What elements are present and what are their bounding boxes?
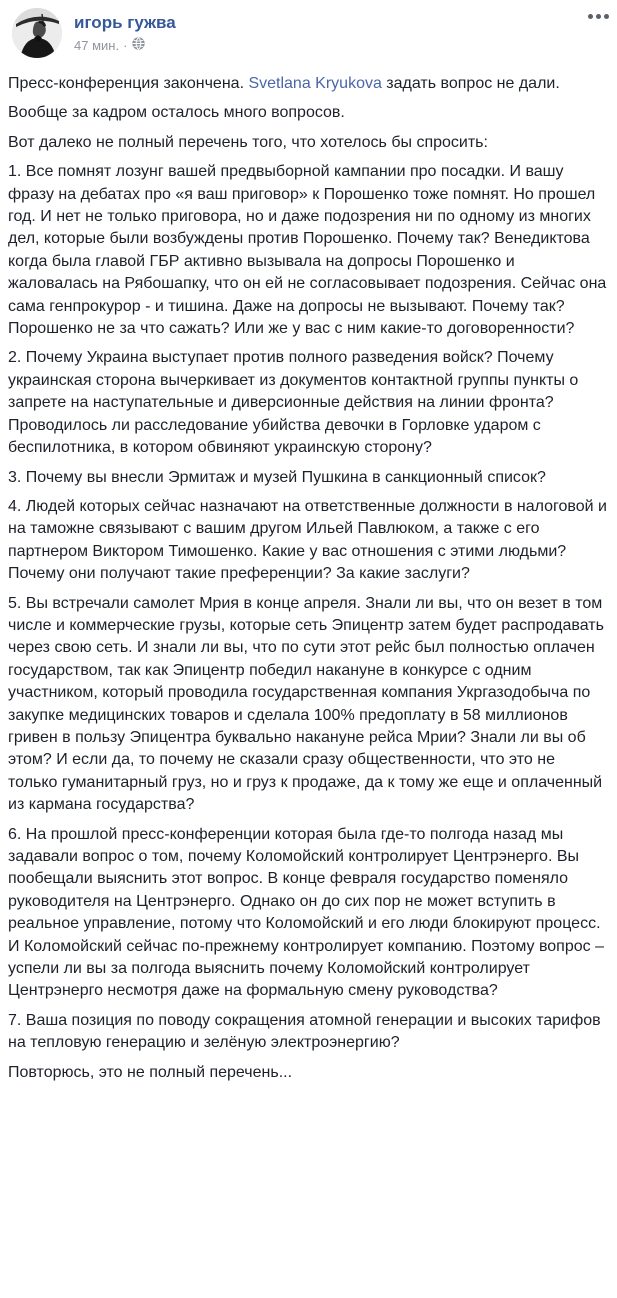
meta-separator: · <box>123 37 128 53</box>
post-paragraph-question-1: 1. Все помнят лозунг вашей предвыборной кампании про посадки. И вашу фразу на дебатах про «я ваш приговор» к Порошенко тоже помнят. Но прошел год. И нет не только приговора, но и даже подозрения ни по одному из многих дел, которые были возбуждены против Порошенко. Почему так? Венедиктова когда была главой ГБР активно вызывала на допросы Порошенко и жаловалась на Рябошапку, что он ей не согласовывает подозрения. Сейчас она сама генпрокурор - и тишина. Даже на допросы не вызывают. Почему так? Порошенко не за что сажать? Или же у вас с ним какие-то договоренности? <box>8 163 607 338</box>
post-body <box>8 73 608 1084</box>
more-options-button[interactable] <box>586 10 611 23</box>
post-paragraph-question-2: 2. Почему Украина выступает против полного разведения войск? Почему украинская сторона вычеркивает из документов контактной группы пункты о запрете на наступательные и диверсионные действия на линии фронта? Проводилось ли расследование убийства девочки в Горловке ударом с беспилотника, в котором обвиняют украинскую сторону? <box>8 349 579 457</box>
intro-text-after: задать вопрос не дали. <box>381 75 560 92</box>
timestamp-label: 47 мин. <box>74 37 120 53</box>
more-options-icon <box>588 14 593 19</box>
mention-link[interactable]: Svetlana Kryukova <box>248 75 382 92</box>
post-paragraph-intro <box>8 73 607 95</box>
post-header <box>8 8 608 58</box>
post-paragraph: Вот далеко не полный перечень того, что хотелось бы спросить: <box>8 133 488 151</box>
post-paragraph-outro: Повторюсь, это не полный перечень... <box>8 1063 293 1081</box>
more-options-icon <box>596 14 601 19</box>
post-timestamp[interactable] <box>74 37 176 53</box>
more-options-icon <box>604 14 609 19</box>
profile-photo-icon <box>12 8 62 58</box>
author-name-link[interactable]: игорь гужва <box>74 13 176 32</box>
post-paragraph-question-6: 6. На прошлой пресс-конференции которая была где-то полгода назад мы задавали вопрос о том, почему Коломойский контролирует Центрэнерго. Вы пообещали выяснить этот вопрос. В конце февраля государство поменяло руководителя на Центрэнерго. Однако он до сих пор не может вступить в реальное управление, потому что Коломойский и его люди блокируют процесс. И Коломойский сейчас по-прежнему контролирует компанию. Поэтому вопрос – успели ли вы за полгода выяснить почему Коломойский контролирует Центрэнерго несмотря даже на формальную смену руководства? <box>8 825 604 1000</box>
post-paragraph-question-4: 4. Людей которых сейчас назначают на ответственные должности в налоговой и на таможне связывают с вашим другом Ильей Павлюком, а также с его партнером Виктором Тимошенко. Какие у вас отношения с этими людьми? Почему они получают такие преференции? За какие заслуги? <box>8 497 607 583</box>
post-paragraph-question-7: 7. Ваша позиция по поводу сокращения атомной генерации и высоких тарифов на тепловую генерацию и зелёную электроэнергию? <box>8 1011 601 1052</box>
post-paragraph: Вообще за кадром осталось много вопросов. <box>8 104 345 122</box>
post-paragraph-question-3: 3. Почему вы внесли Эрмитаж и музей Пушкина в санкционный список? <box>8 468 546 486</box>
post-paragraph-question-5: 5. Вы встречали самолет Мрия в конце апреля. Знали ли вы, что он везет в том числе и коммерческие грузы, которые сеть Эпицентр затем будет распродавать через свою сеть. И знали ли вы, что по сути этот рейс был полностью оплачен государством, так как Эпицентр победил накануне в конкурсе с одним участником, который проводила государственная компания Укргазодобыча по закупке медицинских товаров и сделала 100% предоплату в 58 миллионов гривен в пользу Эпицентра буквально накануне рейса Мрии? Знали ли вы об этом? И если да, то почему не сказали сразу общественности, что это не только гуманитарный груз, но и груз к продаже, да к тому же еще и оплаченный из кармана государства? <box>8 594 604 814</box>
globe-icon <box>132 37 145 53</box>
intro-text-before: Пресс-конференция закончена. <box>8 75 249 92</box>
avatar[interactable] <box>12 8 62 58</box>
header-text <box>74 8 176 53</box>
